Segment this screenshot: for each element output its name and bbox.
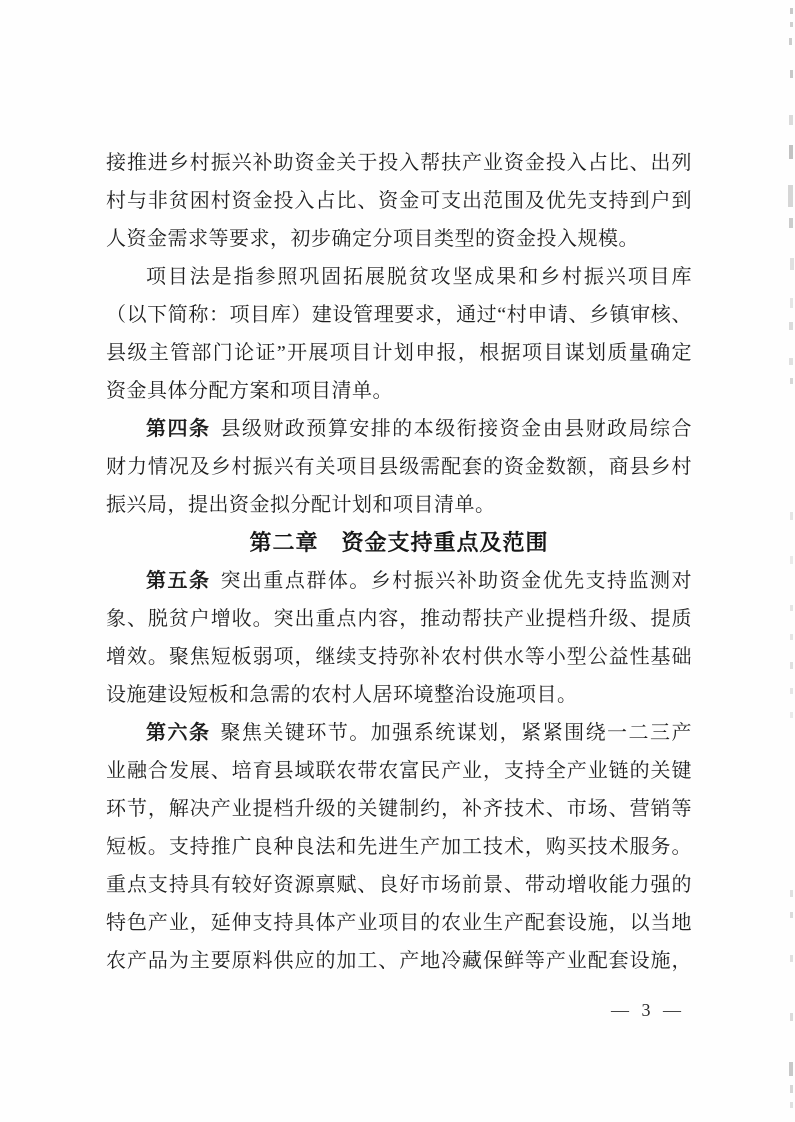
paragraph-project-method	[106, 258, 692, 410]
article-text: 县级财政预算安排的本级衔接资金由县财政局综合	[220, 418, 692, 440]
text-line: 振兴局，提出资金拟分配计划和项目清单。	[106, 494, 496, 516]
scan-artifact	[790, 22, 793, 27]
article-number-label: 第五条	[146, 570, 211, 592]
text-line	[106, 714, 692, 752]
scan-artifact	[790, 605, 793, 611]
text-line: 增效。聚焦短板弱项，继续支持弥补农村供水等小型公益性基础	[106, 646, 692, 668]
page-number: — 3 —	[611, 1000, 685, 1020]
text-line: 接推进乡村振兴补助资金关于投入帮扶产业资金投入占比、出列	[106, 152, 692, 174]
scan-artifact	[790, 955, 793, 962]
text-line: 短板。支持推广良种良法和先进生产加工技术，购买技术服务。	[106, 836, 692, 858]
article-text: 突出重点群体。乡村振兴补助资金优先支持监测对	[220, 570, 692, 592]
scan-artifact	[789, 1062, 793, 1076]
article-number-label: 第六条	[146, 722, 211, 744]
article-number-label: 第四条	[146, 418, 211, 440]
scan-artifact	[790, 512, 793, 520]
text-line	[106, 410, 692, 448]
scan-artifact	[790, 556, 793, 564]
text-line: 象、脱贫户增收。突出重点内容，推动帮扶产业提档升级、提质	[106, 608, 692, 630]
document-body	[106, 144, 692, 980]
scan-artifact	[790, 890, 793, 897]
scan-artifact	[790, 634, 793, 640]
text-line: 设施建设短板和急需的农村人居环境整治设施项目。	[106, 684, 578, 706]
scan-artifact	[790, 1085, 793, 1093]
scan-artifact	[790, 1013, 793, 1021]
scan-artifact	[790, 8, 793, 14]
scan-artifact	[790, 912, 793, 918]
text-line: 农产品为主要原料供应的加工、产地冷藏保鲜等产业配套设施，	[106, 950, 692, 972]
text-line: 资金具体分配方案和项目清单。	[106, 380, 393, 402]
scan-artifact	[790, 688, 793, 694]
text-line: 项目法是指参照巩固拓展脱贫攻坚成果和乡村振兴项目库	[146, 266, 692, 288]
scan-artifact	[789, 218, 793, 228]
text-line: 重点支持具有较好资源禀赋、良好市场前景、带动增收能力强的	[106, 874, 692, 896]
scan-artifact	[790, 662, 793, 669]
scan-artifact	[790, 258, 794, 270]
scan-artifact	[790, 298, 793, 308]
scan-artifact	[790, 378, 793, 384]
scan-artifact	[789, 322, 793, 330]
scan-artifact	[790, 1102, 793, 1108]
paragraph-continuation	[106, 144, 692, 258]
paragraph-article-6	[106, 714, 692, 980]
text-line: 环节，解决产业提档升级的关键制约，补齐技术、市场、营销等	[106, 798, 692, 820]
scan-artifact	[789, 38, 792, 45]
text-line: （以下简称：项目库）建设管理要求，通过“村申请、乡镇审核、	[106, 304, 692, 326]
text-line	[106, 562, 692, 600]
scan-artifact	[790, 712, 793, 718]
text-line: 县级主管部门论证”开展项目计划申报，根据项目谋划质量确定	[106, 342, 692, 364]
paragraph-article-4	[106, 410, 692, 524]
text-line: 村与非贫困村资金投入占比、资金可支出范围及优先支持到户到	[106, 190, 692, 212]
scan-artifact	[788, 185, 793, 207]
scan-artifact	[790, 70, 793, 78]
article-text: 聚焦关键环节。加强系统谋划，紧紧围绕一二三产	[220, 722, 692, 744]
scan-artifact	[789, 358, 793, 365]
chapter-heading: 第二章 资金支持重点及范围	[249, 530, 549, 555]
text-line: 财力情况及乡村振兴有关项目县级需配套的资金数额，商县乡村	[106, 456, 692, 478]
scan-artifact	[789, 145, 793, 159]
text-line: 特色产业，延伸支持具体产业项目的农业生产配套设施，以当地	[106, 912, 692, 934]
text-line: 业融合发展、培育县域联农带农富民产业，支持全产业链的关键	[106, 760, 692, 782]
scan-artifact	[789, 115, 793, 125]
text-line: 人资金需求等要求，初步确定分项目类型的资金投入规模。	[106, 228, 639, 250]
paragraph-article-5	[106, 562, 692, 714]
